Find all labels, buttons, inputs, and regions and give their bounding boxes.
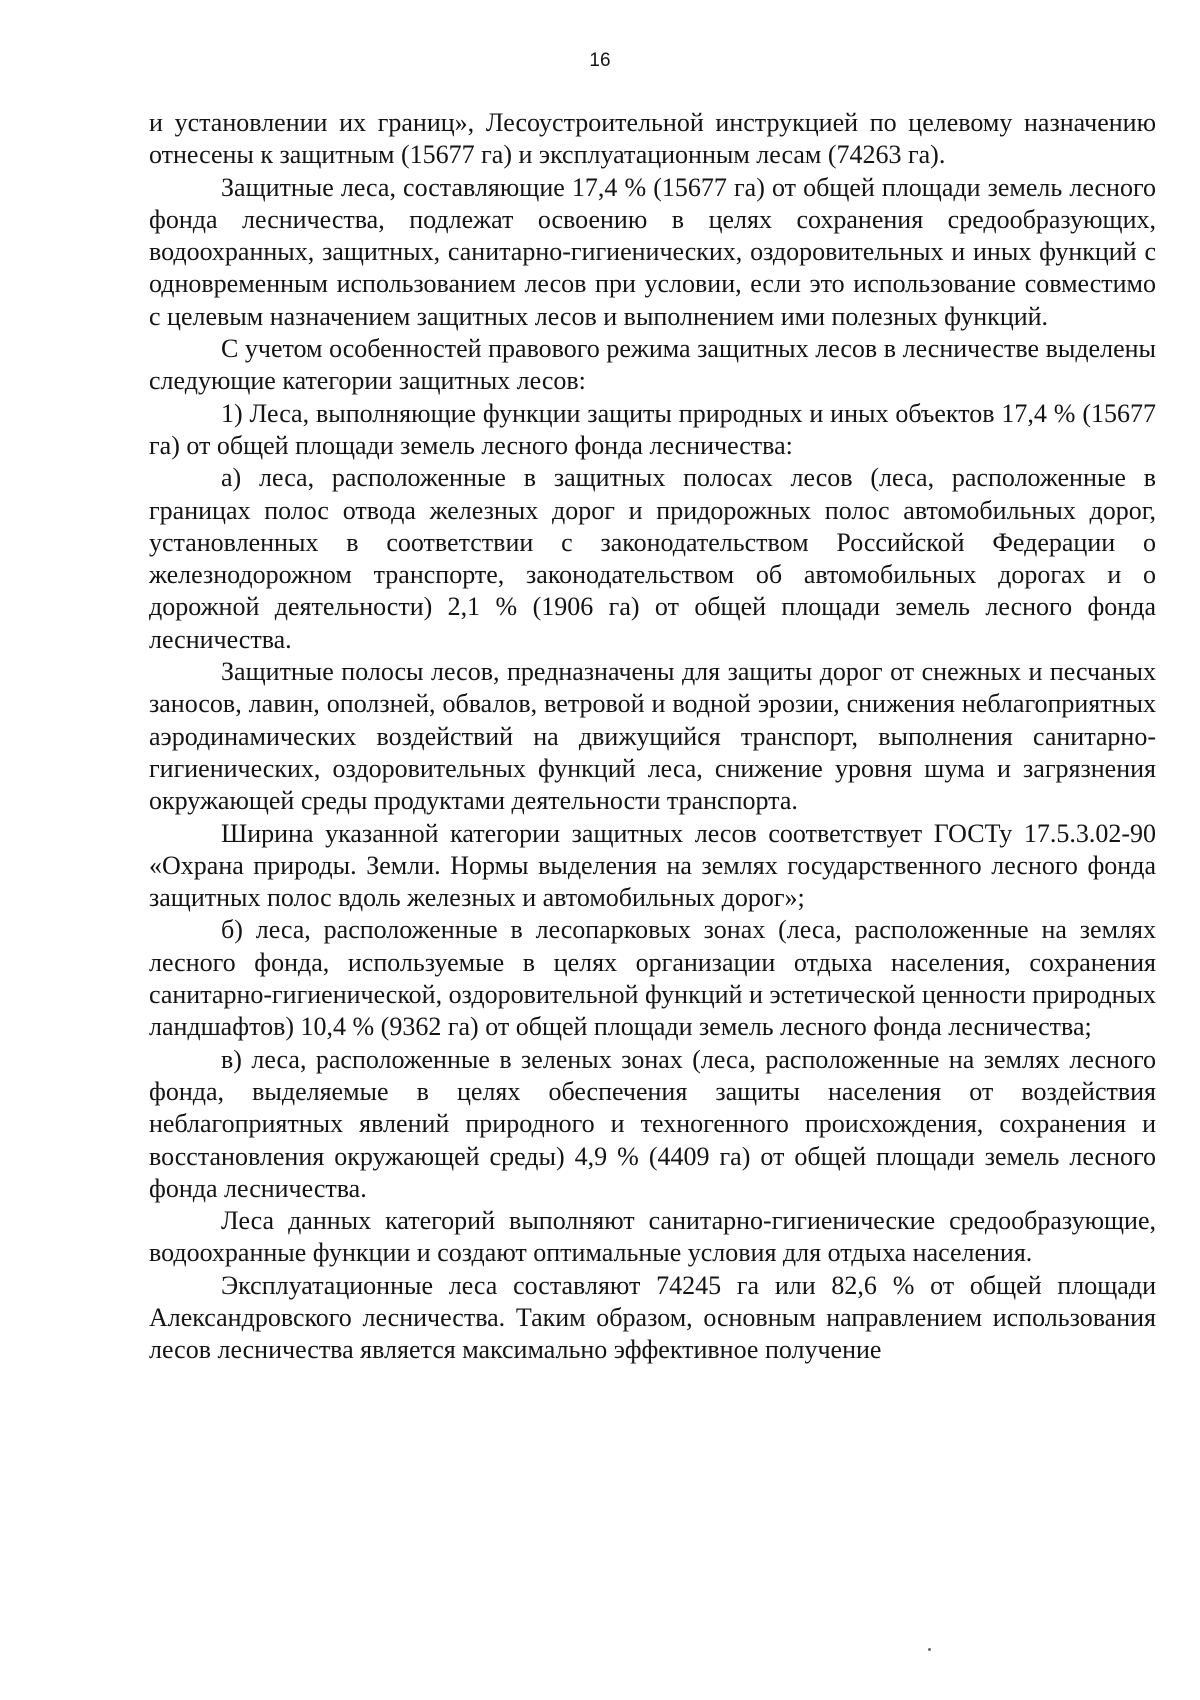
paragraph-continuation: и установлении их границ», Лесоустроительной инструкцией по целевому назначению отнесены к защитным (15677 га) и эксплуатационным лесам (74263 га). xyxy=(149,108,1156,170)
paragraph-category-1: 1) Леса, выполняющие функции защиты природных и иных объектов 17,4 % (15677 га) от общей площади земель лесного фонда лесничества: xyxy=(149,398,1156,460)
document-body xyxy=(149,107,1156,1367)
paragraph-protective-forests: Защитные леса, составляющие 17,4 % (15677 га) от общей площади земель лесного фонда лесничества, подлежат освоению в целях сохранения средообразующих, водоохранных, защитных, санитарно-гигиенических, оздоровительных и иных функций с одновременным использованием лесов при условии, если это использование совместимо с целевым назначением защитных лесов и выполнением ими полезных функций. xyxy=(149,172,1156,331)
page-number: 16 xyxy=(589,50,611,71)
paragraph-exploitation-forests: Эксплуатационные леса составляют 74245 га или 82,6 % от общей площади Александровского лесничества. Таким образом, основным направлением использования лесов лесничества является максимально эффективное получение xyxy=(149,1270,1156,1365)
paragraph-width-gost: Ширина указанной категории защитных лесов соответствует ГОСТу 17.5.3.02-90 «Охрана природы. Земли. Нормы выделения на землях государственного лесного фонда защитных полос вдоль железных и автомобильных дорог»; xyxy=(149,818,1156,913)
paragraph-item-v: в) леса, расположенные в зеленых зонах (леса, расположенные на землях лесного фонда, выделяемые в целях обеспечения защиты населения от воздействия неблагоприятных явлений природного и техногенного происхождения, сохранения и восстановления окружающей среды) 4,9 % (4409 га) от общей площади земель лесного фонда лесничества. xyxy=(149,1044,1156,1203)
paragraph-item-a: а) леса, расположенные в защитных полосах лесов (леса, расположенные в границах полос отвода железных дорог и придорожных полос автомобильных дорог, установленных в соответствии с законодательством Российской Федерации о железнодорожном транспорте, законодательством об автомобильных дорогах и о дорожной деятельности) 2,1 % (1906 га) от общей площади земель лесного фонда лесничества. xyxy=(149,463,1156,654)
paragraph-protective-strips: Защитные полосы лесов, предназначены для защиты дорог от снежных и песчаных заносов, лавин, оползней, обвалов, ветровой и водной эрозии, снижения неблагоприятных аэродинамических воздействий на движущийся транспорт, выполнения санитарно-гигиенических, оздоровительных функций леса, снижение уровня шума и загрязнения окружающей среды продуктами деятельности транспорта. xyxy=(149,657,1156,816)
scan-artifact-dot xyxy=(928,1648,931,1651)
paragraph-functions: Леса данных категорий выполняют санитарно-гигиенические средообразующие, водоохранные функции и создают оптимальные условия для отдыха населения. xyxy=(149,1206,1156,1268)
paragraph-categories-intro: С учетом особенностей правового режима защитных лесов в лесничестве выделены следующие категории защитных лесов: xyxy=(149,334,1156,396)
paragraph-item-b: б) леса, расположенные в лесопарковых зонах (леса, расположенные на землях лесного фонда, используемые в целях организации отдыха населения, сохранения санитарно-гигиенической, оздоровительной функций и эстетической ценности природных ландшафтов) 10,4 % (9362 га) от общей площади земель лесного фонда лесничества; xyxy=(149,915,1156,1042)
